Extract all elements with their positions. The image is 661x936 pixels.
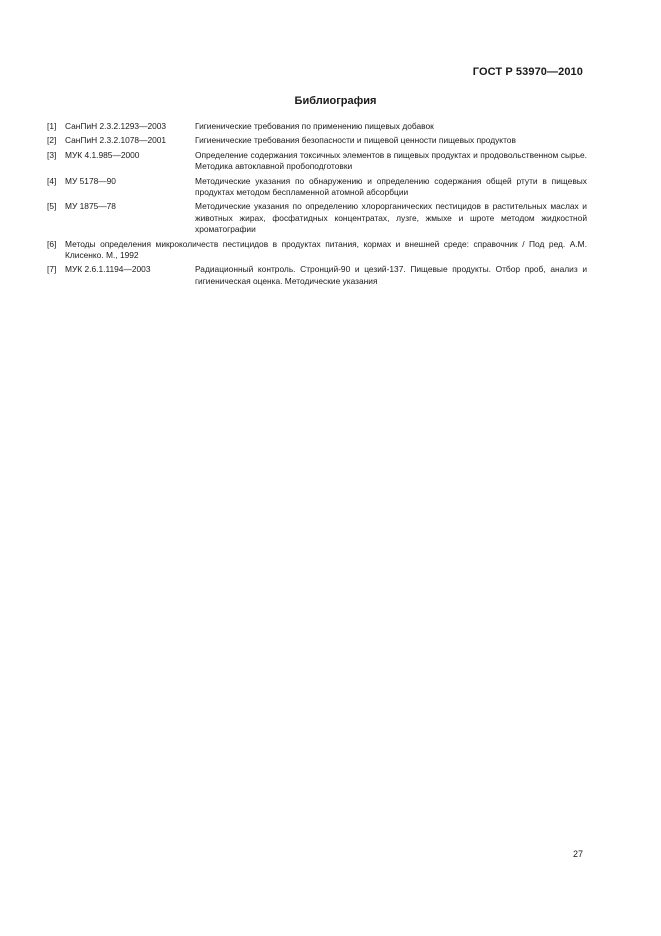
- entry-number: [1]: [47, 121, 57, 131]
- entry-code: МУ 5178—90: [65, 175, 116, 186]
- entry-code: СанПиН 2.3.2.1293—2003: [65, 121, 167, 131]
- entry-description: Радиационный контроль. Стронций-90 и цезий-137. Пищевые продукты. Отбор проб, анализ и гигиеническая оценка. Методические указания: [195, 264, 587, 286]
- entry-description: Методические указания по определению хлорорганических пестицидов в растительных маслах и животных жирах, фосфатидных концентратах, лузге, жмыхе и шроте методом жидкостной хроматографии: [195, 201, 587, 235]
- entry-code: СанПиН 2.3.2.1078—2001: [65, 135, 167, 146]
- bibliography-entry: [47, 135, 587, 146]
- entry-description: Определение содержания токсичных элементов в пищевых продуктах и продовольственном сырье. Методика автоклавной пробоподготовки: [195, 149, 587, 172]
- entry-number: [2]: [47, 135, 57, 146]
- entry-code: МУК 4.1.985—2000: [65, 149, 140, 160]
- entry-code: МУК 2.6.1.1194—2003: [65, 264, 151, 275]
- bibliography-entry: [47, 176, 587, 199]
- entry-description: Методические указания по обнаружению и определению содержания общей ртути в пищевых продуктах методом беспламенной атомной абсорбции: [195, 175, 587, 198]
- bibliography-list: [47, 121, 587, 290]
- entry-number: [3]: [47, 149, 57, 160]
- entry-number: [7]: [47, 264, 57, 275]
- page-title: Библиография: [294, 95, 377, 107]
- entry-number: [4]: [47, 175, 57, 186]
- entry-number: [5]: [47, 201, 57, 212]
- bibliography-entry: [47, 201, 587, 235]
- page-number: 27: [572, 849, 583, 859]
- entry-number: [6]: [47, 238, 57, 249]
- bibliography-entry: [47, 150, 587, 173]
- entry-code: МУ 1875—78: [65, 201, 116, 212]
- entry-description: Гигиенические требования безопасности и пищевой ценности пищевых продуктов: [195, 135, 516, 146]
- bibliography-entry: [47, 121, 587, 132]
- entry-description: Гигиенические требования по применению пищевых добавок: [195, 121, 434, 131]
- bibliography-entry: [47, 264, 587, 287]
- bibliography-entry: [47, 239, 587, 262]
- document-code: ГОСТ Р 53970—2010: [472, 66, 583, 78]
- entry-description: Методы определения микроколичеств пестицидов в продуктах питания, кормах и внешней среде: справочник / Под ред. А.М. Клисенко. М., 1992: [65, 238, 587, 261]
